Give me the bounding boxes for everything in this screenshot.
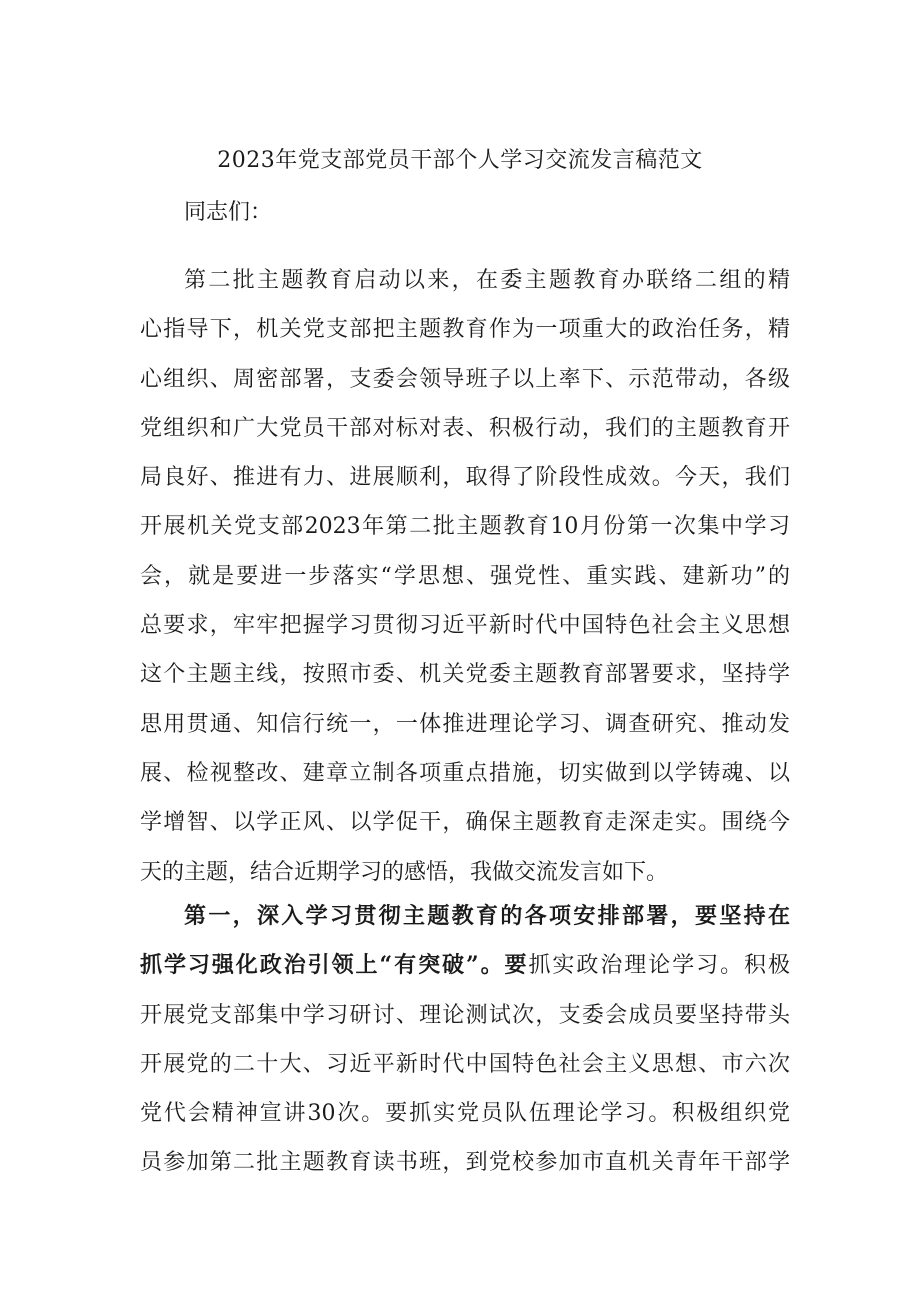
section-heading-line: 第一，深入学习贯彻主题教育的各项安排部署，要坚持在 — [184, 903, 790, 929]
paragraph-line: 党代会精神宣讲30次。要抓实党员队伍理论学习。积极组织党 — [140, 1101, 790, 1127]
paragraph-line: 天的主题，结合近期学习的感悟，我做交流发言如下。 — [140, 859, 669, 885]
paragraph-line: 员参加第二批主题教育读书班，到党校参加市直机关青年干部学 — [140, 1150, 790, 1176]
section-heading-tail: 抓学习强化政治引领上“有突破”。要 — [140, 952, 529, 979]
paragraph-line: 心组织、周密部署，支委会领导班子以上率下、示范带动，各级 — [140, 366, 790, 392]
paragraph-line: 学增智、以学正风、以学促干，确保主题教育走深走实。围绕今 — [140, 810, 790, 836]
paragraph-intro — [140, 256, 790, 897]
paragraph-line: 开展党支部集中学习研讨、理论测试次，支委会成员要坚持带头 — [140, 1002, 790, 1028]
paragraph-line: 第二批主题教育启动以来，在委主题教育办联络二组的精 — [184, 268, 790, 293]
paragraph-line: 党组织和广大党员干部对标对表、积极行动，我们的主题教育开 — [140, 415, 790, 441]
paragraph-line: 心指导下，机关党支部把主题教育作为一项重大的政治任务，精 — [140, 317, 790, 343]
document-title: 2023年党支部党员干部个人学习交流发言稿范文 — [217, 148, 703, 173]
paragraph-text: 抓实政治理论学习。积极 — [528, 953, 790, 979]
paragraph-first-point — [140, 892, 790, 1188]
salutation: 同志们： — [184, 200, 273, 225]
paragraph-line-mixed — [140, 941, 790, 990]
paragraph-line: 开展党的二十大、习近平新时代中国特色社会主义思想、市六次 — [140, 1051, 790, 1077]
paragraph-line: 思用贯通、知信行统一，一体推进理论学习、调查研究、推动发 — [140, 711, 790, 737]
paragraph-line: 这个主题主线，按照市委、机关党委主题教育部署要求，坚持学 — [140, 662, 790, 688]
paragraph-line: 局良好、推进有力、进展顺利，取得了阶段性成效。今天，我们 — [140, 465, 790, 491]
paragraph-line: 展、检视整改、建章立制各项重点措施，切实做到以学铸魂、以 — [140, 760, 790, 786]
paragraph-line: 开展机关党支部2023年第二批主题教育10月份第一次集中学习 — [140, 514, 790, 540]
paragraph-line: 总要求，牢牢把握学习贯彻习近平新时代中国特色社会主义思想 — [140, 613, 790, 639]
paragraph-line: 会，就是要进一步落实“学思想、强党性、重实践、建新功”的 — [140, 563, 790, 589]
